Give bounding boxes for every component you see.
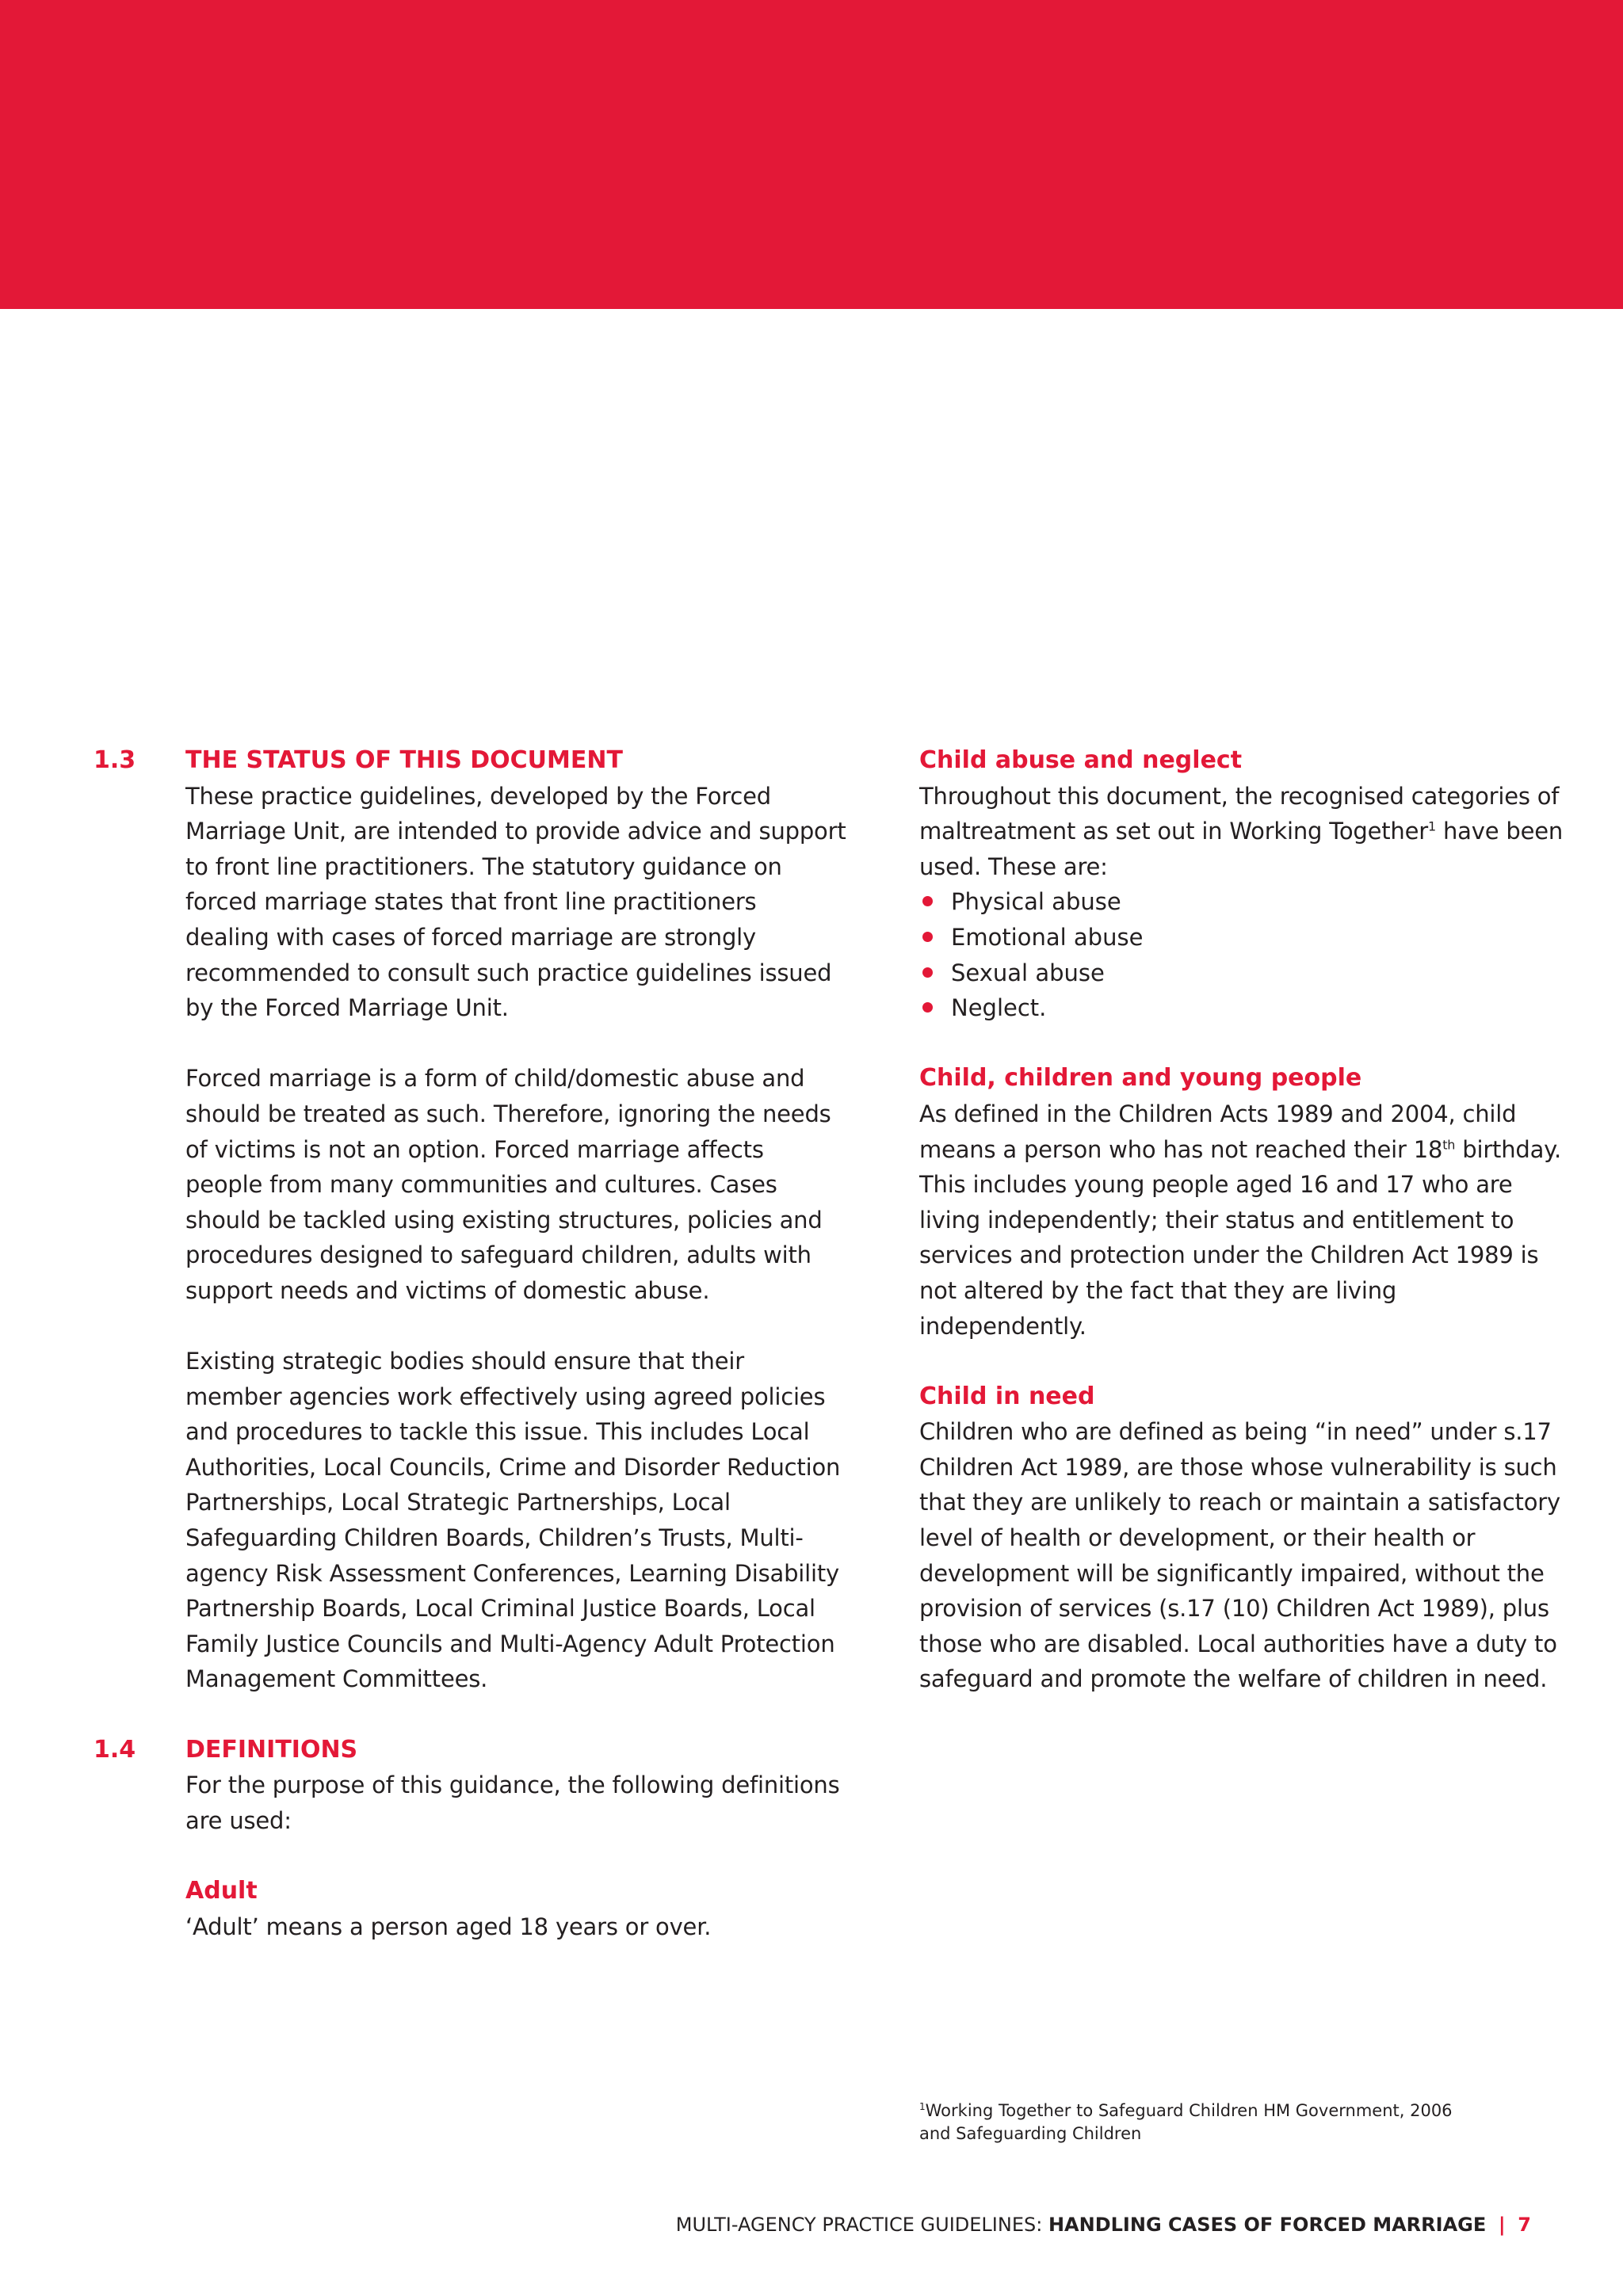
footnote: $^1$Working Together to Safeguard Children HM Government, 2006 and Safeguarding Children [919,2101,1453,2143]
footnote-ref: 1 [1427,818,1436,834]
bullet-icon [922,932,933,942]
bullet-icon [922,1002,933,1013]
subheading-adult: Adult [185,1877,258,1905]
abuse-list [919,884,1569,1025]
list-item: Neglect. [919,990,1569,1026]
paragraph: Children who are defined as being “in need” under s.17 Children Act 1989, are those whose vulnerability is such that they are unlikely to reach or maintain a satisfactory level of health or development, or their health or development will be significantly impaired, without the provision of services (s.17 (10) Children Act 1989), plus those who are disabled. Local authorities have a duty to safeguard and promote the welfare of children in need. [919,1418,1560,1693]
footer-prefix: MULTI-AGENCY PRACTICE GUIDELINES: [675,2214,1043,2236]
subheading-child-young: Child, children and young people [919,1064,1362,1093]
paragraph: Existing strategic bodies should ensure that their member agencies work effectively using agreed policies and procedures to tackle this issue. This includes Local Authorities, Local Councils, Crime and Disorder Reduction Partnerships, Local Strategic Partnerships, Local Safeguarding Children Boards, Children’s Trusts, Multi-agency Risk Assessment Conferences, Learning Disability Partnership Boards, Local Criminal Justice Boards, Local Family Justice Councils and Multi-Agency Adult Protection Management Committees. [185,1348,841,1693]
paragraph: ‘Adult’ means a person aged 18 years or over. [185,1913,712,1940]
footer-title: HANDLING CASES OF FORCED MARRIAGE [1048,2214,1487,2236]
subheading-child-need: Child in need [919,1382,1095,1410]
page-number: 7 [1518,2214,1531,2236]
section-1-3 [94,743,846,1697]
paragraph: Forced marriage is a form of child/domestic abuse and should be treated as such. Therefore, ignoring the needs of victims is not an option. Forced marriage affects people from many communities and cultures. Cases should be tackled using existing structures, policies and procedures designed to safeguard children, adults with support needs and victims of domestic abuse. [185,1065,831,1304]
footnote-marker: 1 [919,2101,926,2112]
list-item: Physical abuse [919,884,1569,920]
page-footer [676,2210,1531,2239]
section-1-4 [94,1733,846,1945]
list-item: Sexual abuse [919,955,1569,991]
footer-separator: | [1498,2214,1506,2236]
section-title: DEFINITIONS [185,1735,358,1764]
bullet-icon [922,967,933,978]
paragraph: These practice guidelines, developed by the Forced Marriage Unit, are intended to provide advice and support to front line practitioners. The statutory guidance on forced marriage states that front line practitioners dealing with cases of forced marriage are strongly recommended to consult such practice guidelines issued by the Forced Marriage Unit. [185,782,846,1022]
list-item: Emotional abuse [919,920,1569,955]
header-banner [0,0,1623,309]
subheading-child-abuse: Child abuse and neglect [919,746,1243,774]
section-title: THE STATUS OF THIS DOCUMENT [185,746,623,774]
bullet-icon [922,896,933,906]
paragraph: As defined in the Children Acts 1989 and 2004, child means a person who has not reached their 18th birthday. This includes young people aged 16 and 17 who are living independently; their status and entitlement to services and protection under the Children Act 1989 is not altered by the fact that they are living independently. [919,1100,1562,1340]
paragraph: For the purpose of this guidance, the following definitions are used: [185,1772,840,1834]
right-column [919,743,1569,1697]
section-number: 1.3 [94,746,136,774]
paragraph: Throughout this document, the recognised categories of maltreatment as set out in Working Together$^1$ have been used. These are: [919,782,1564,880]
section-number: 1.4 [94,1735,136,1764]
left-column [94,743,846,1944]
